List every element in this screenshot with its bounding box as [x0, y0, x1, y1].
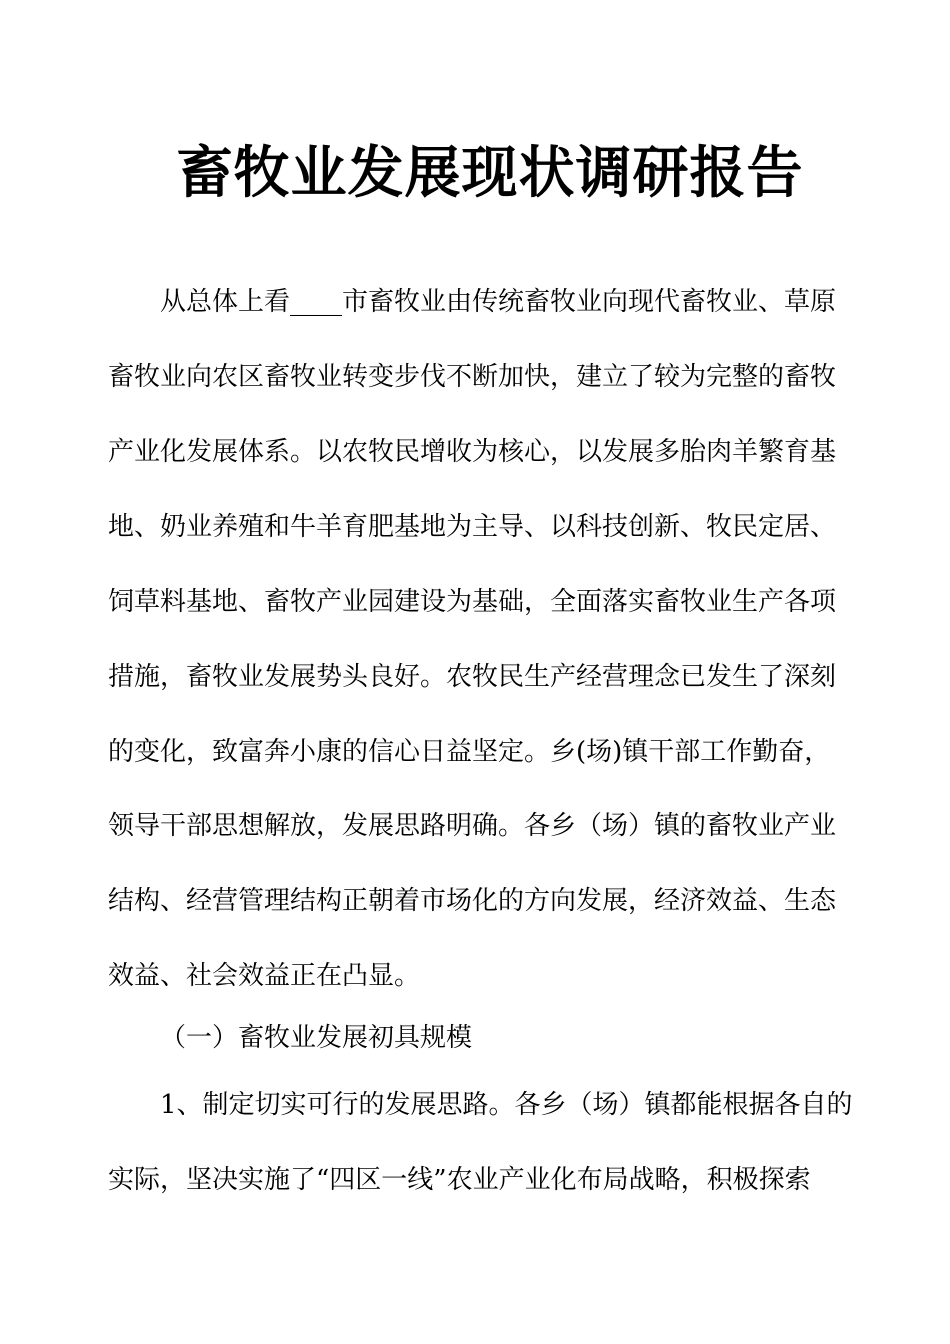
paragraph-line: 领导干部思想解放，发展思路明确。各乡（场）镇的畜牧业产业: [108, 811, 837, 841]
paragraph-line: 1、制定切实可行的发展思路。各乡（场）镇都能根据各自的: [160, 1090, 853, 1120]
paragraph-line: 从总体上看____市畜牧业由传统畜牧业向现代畜牧业、草原: [160, 287, 837, 317]
section-heading: （一）畜牧业发展初具规模: [160, 1023, 473, 1053]
paragraph-line: 效益、社会效益正在凸显。: [108, 961, 421, 991]
paragraph-line: 措施，畜牧业发展势头良好。农牧民生产经营理念已发生了深刻: [108, 662, 837, 692]
paragraph-line: 地、奶业养殖和牛羊育肥基地为主导、以科技创新、牧民定居、: [108, 512, 837, 542]
paragraph-line: 结构、经营管理结构正朝着市场化的方向发展，经济效益、生态: [108, 886, 837, 916]
paragraph-line: 实际，坚决实施了“四区一线”农业产业化布局战略，积极探索: [108, 1165, 811, 1195]
paragraph-line: 饲草料基地、畜牧产业园建设为基础，全面落实畜牧业生产各项: [108, 587, 837, 617]
paragraph-line: 产业化发展体系。以农牧民增收为核心，以发展多胎肉羊繁育基: [108, 437, 837, 467]
paragraph-line: 畜牧业向农区畜牧业转变步伐不断加快，建立了较为完整的畜牧: [108, 362, 837, 392]
document-title: 畜牧业发展现状调研报告: [176, 141, 804, 206]
paragraph-line: 的变化，致富奔小康的信心日益坚定。乡(场)镇干部工作勤奋，: [108, 737, 831, 767]
